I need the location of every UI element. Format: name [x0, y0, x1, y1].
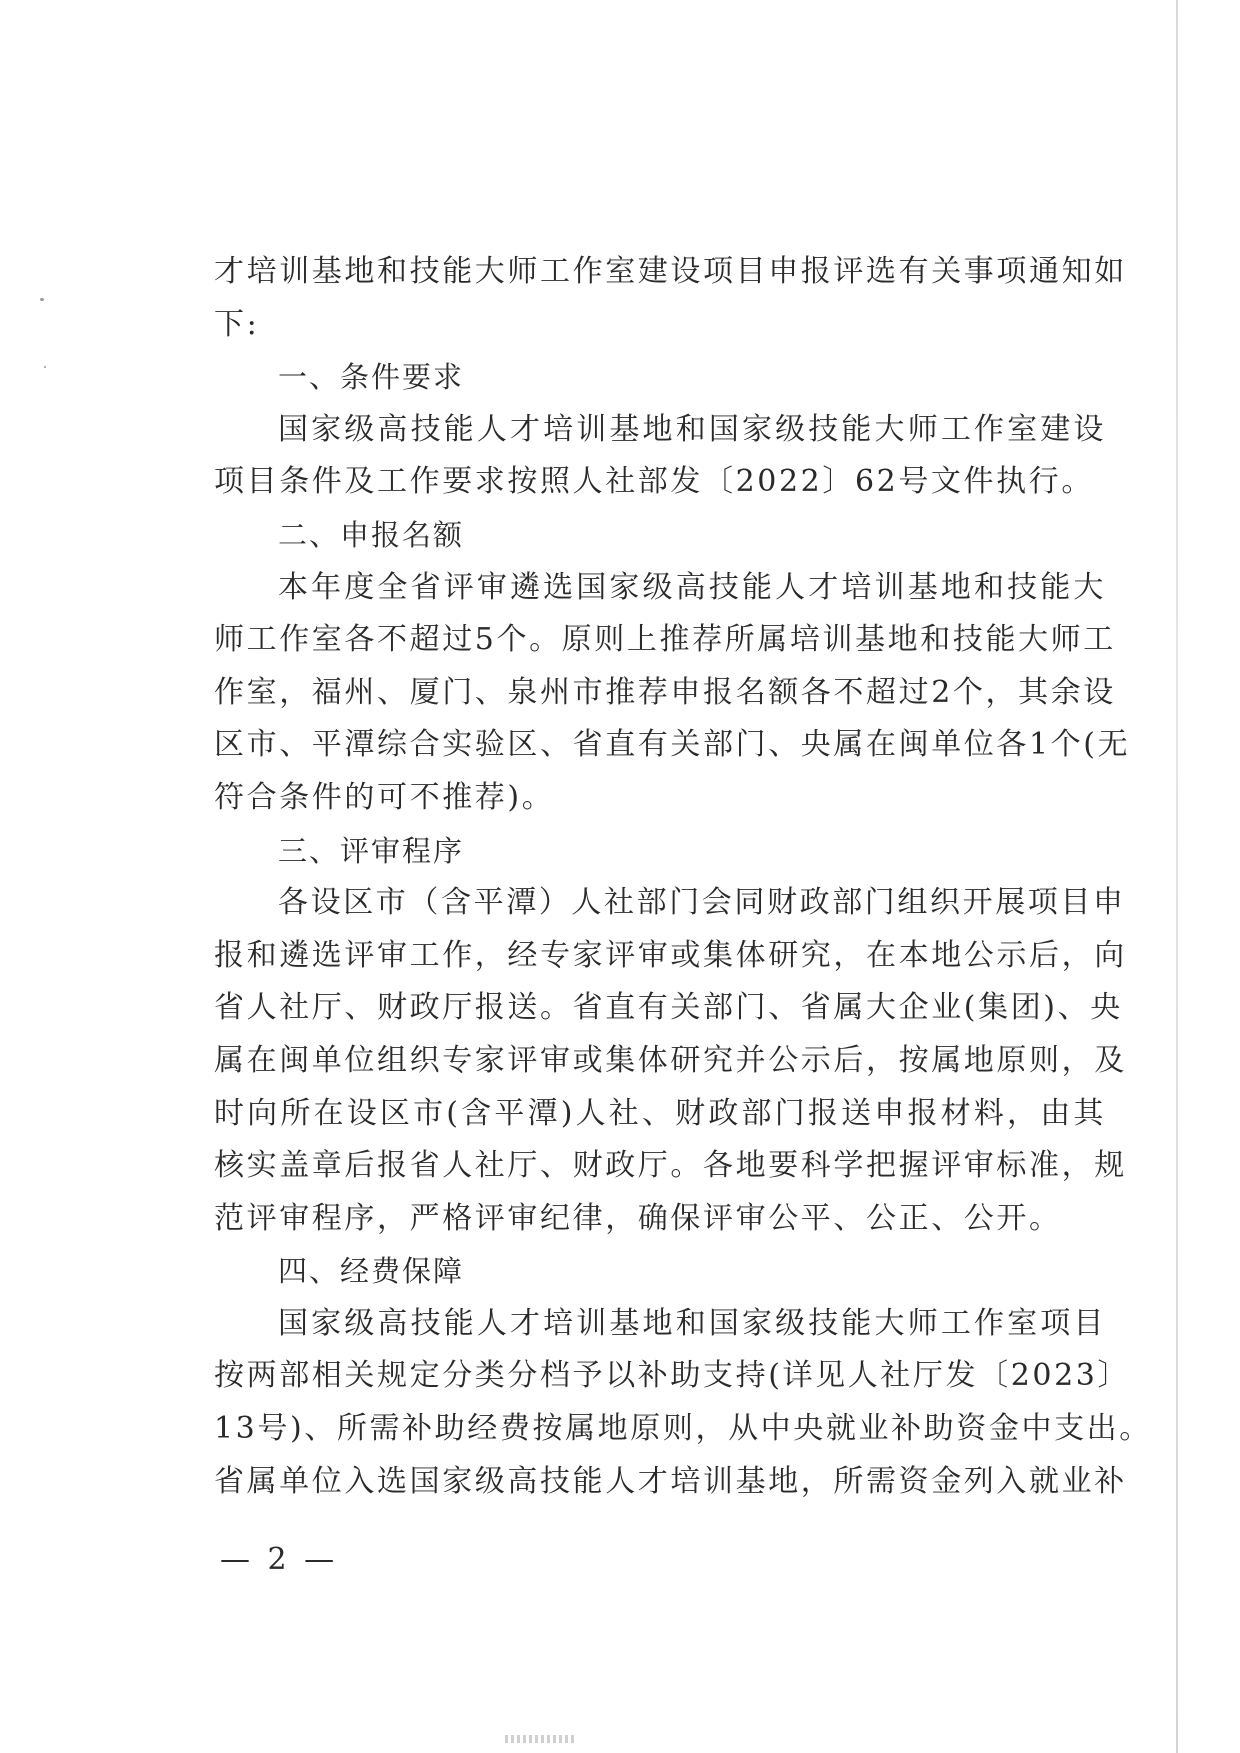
page-number: — 2 — [220, 1542, 339, 1577]
paragraph-line: 国家级高技能人才培训基地和国家级技能大师工作室项目 [278, 1305, 1106, 1341]
paragraph-line: 时向所在设区市(含平潭)人社、财政部门报送申报材料，由其 [214, 1095, 1106, 1131]
paragraph-line: 区市、平潭综合实验区、省直有关部门、央属在闽单位各1个(无 [214, 727, 1131, 763]
paragraph-line: 下: [214, 306, 260, 342]
scan-speck [44, 366, 46, 368]
paragraph-line: 范评审程序，严格评审纪律，确保评审公平、公正、公开。 [214, 1200, 1062, 1236]
scan-speck [40, 298, 44, 301]
paragraph-line: 符合条件的可不推荐)。 [214, 779, 555, 815]
section-heading: 一、条件要求 [278, 360, 465, 395]
section-heading: 四、经费保障 [278, 1254, 465, 1289]
paragraph-line: 省人社厅、财政厅报送。省直有关部门、省属大企业(集团)、央 [214, 990, 1123, 1026]
scan-artifact [505, 1735, 575, 1743]
paragraph-line: 项目条件及工作要求按照人社部发〔2022〕62号文件执行。 [214, 464, 1094, 500]
paragraph-line: 13号)、所需补助经费按属地原则，从中央就业补助资金中支出。 [214, 1411, 1152, 1447]
paragraph-line: 各设区市（含平潭）人社部门会同财政部门组织开展项目申 [278, 885, 1126, 921]
paragraph-line: 报和遴选评审工作，经专家评审或集体研究，在本地公示后，向 [214, 937, 1127, 973]
paragraph-line: 才培训基地和技能大师工作室建设项目申报评选有关事项通知如 [214, 254, 1127, 289]
body-text [214, 246, 1152, 1508]
paragraph-line: 国家级高技能人才培训基地和国家级技能大师工作室建设 [278, 411, 1106, 447]
section-heading: 二、申报名额 [278, 517, 465, 552]
paragraph-line: 属在闽单位组织专家评审或集体研究并公示后，按属地原则，及 [214, 1042, 1127, 1078]
scan-edge [1176, 0, 1178, 1753]
paragraph-line: 师工作室各不超过5个。原则上推荐所属培训基地和技能大师工 [214, 622, 1116, 658]
paragraph-line: 核实盖章后报省人社厅、财政厅。各地要科学把握评审标准，规 [214, 1148, 1127, 1184]
section-heading: 三、评审程序 [278, 833, 465, 868]
paragraph-line: 省属单位入选国家级高技能人才培训基地，所需资金列入就业补 [214, 1463, 1127, 1499]
paragraph-line: 作室，福州、厦门、泉州市推荐申报名额各不超过2个，其余设 [214, 674, 1116, 710]
paragraph-line: 按两部相关规定分类分档予以补助支持(详见人社厅发〔2023〕 [214, 1358, 1131, 1394]
paragraph-line: 本年度全省评审遴选国家级高技能人才培训基地和技能大 [278, 569, 1106, 605]
